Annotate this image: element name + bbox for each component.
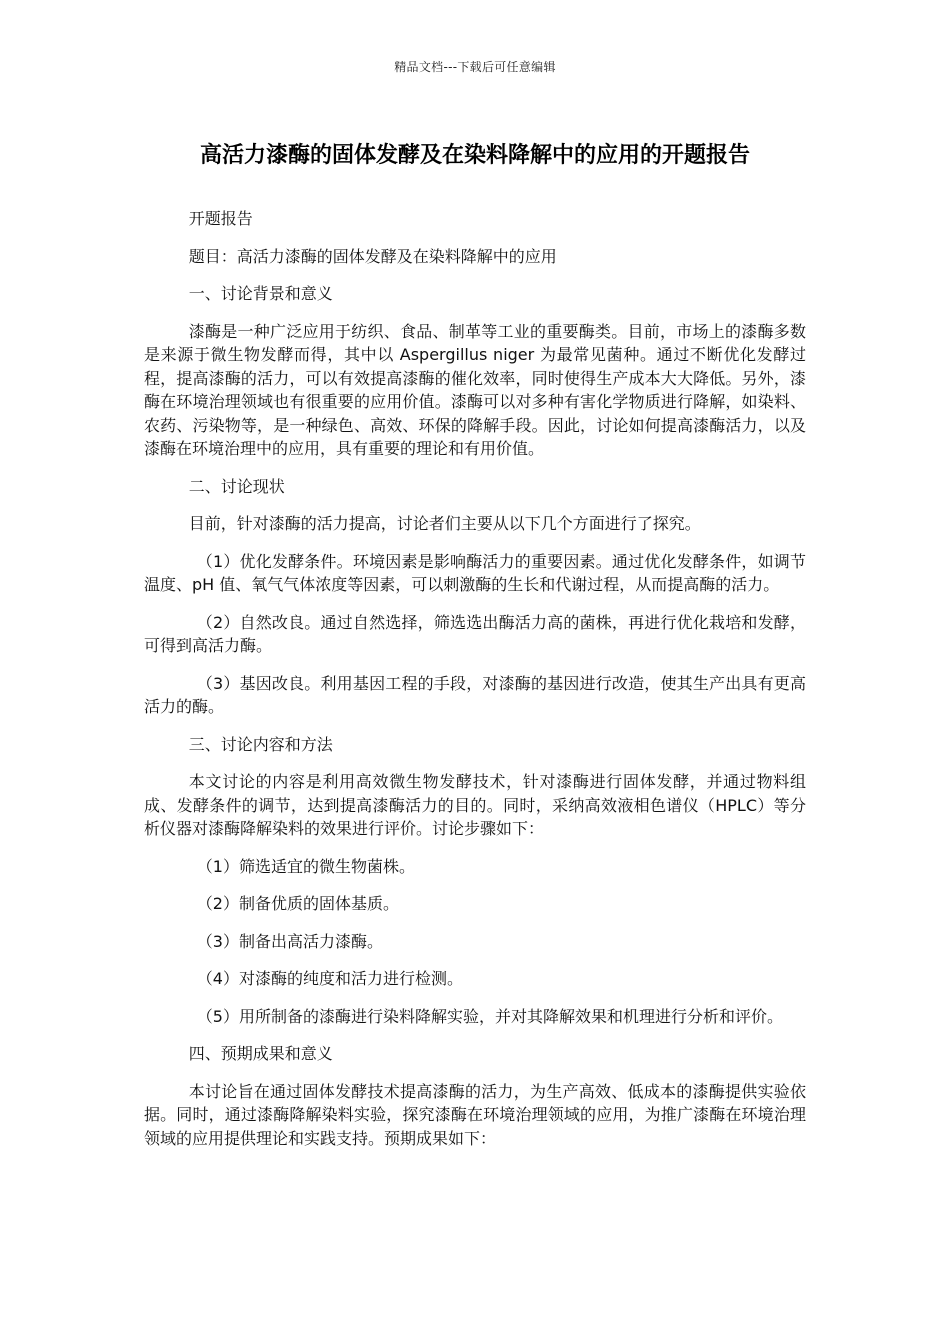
document-title: 高活力漆酶的固体发酵及在染料降解中的应用的开题报告 [199, 143, 750, 168]
list-item-status-2: （2）自然改良。通过自然选择，筛选选出酶活力高的菌株，再进行优化栽培和发酵，可得到高活力酶。 [144, 612, 806, 655]
paragraph-status-intro: 目前，针对漆酶的活力提高，讨论者们主要从以下几个方面进行了探究。 [188, 514, 701, 533]
list-item-step-4: （4）对漆酶的纯度和活力进行检测。 [196, 969, 463, 988]
section-heading-1: 一、讨论背景和意义 [188, 284, 333, 303]
section-heading-4: 四、预期成果和意义 [188, 1044, 333, 1063]
paragraph-methods: 本文讨论的内容是利用高效微生物发酵技术，针对漆酶进行固体发酵，并通过物料组成、发酵条件的调节，达到提高漆酶活力的目的。同时，采纳高效液相色谱仪（HPLC）等分析仪器对漆酶降解染料的效果进行评价。讨论步骤如下： [144, 772, 806, 838]
list-item-step-2: （2）制备优质的固体基质。 [196, 894, 399, 913]
label-report: 开题报告 [188, 209, 253, 228]
section-heading-3: 三、讨论内容和方法 [188, 734, 333, 754]
section-heading-2: 二、讨论现状 [188, 476, 285, 496]
list-item-status-3: （3）基因改良。利用基因工程的手段，对漆酶的基因进行改造，使其生产出具有更高活力的酶。 [144, 673, 806, 716]
page-header: 精品文档---下载后可任意编辑 [394, 60, 556, 74]
paragraph-background: 漆酶是一种广泛应用于纺织、食品、制革等工业的重要酶类。目前，市场上的漆酶多数是来源于微生物发酵而得，其中以 Aspergillus niger 为最常见菌种。通过不断优化发酵过程，提高漆酶的活力，可以有效提高漆酶的催化效率，同时使得生产成本大大降低。另外，漆酶在环境治理领域也有很重要的应用价值。漆酶可以对多种有害化学物质进行降解，如染料、农药、污染物等，是一种绿色、高效、环保的降解手段。因此，讨论如何提高漆酶活力，以及漆酶在环境治理中的应用，具有重要的理论和有用价值。 [144, 321, 806, 458]
paragraph-expected: 本讨论旨在通过固体发酵技术提高漆酶的活力，为生产高效、低成本的漆酶提供实验依据。同时，通过漆酶降解染料实验，探究漆酶在环境治理领域的应用，为推广漆酶在环境治理领域的应用提供理论和实践支持。预期成果如下： [144, 1081, 806, 1148]
list-item-status-1: （1）优化发酵条件。环境因素是影响酶活力的重要因素。通过优化发酵条件，如调节温度、pH 值、氧气气体浓度等因素，可以刺激酶的生长和代谢过程，从而提高酶的活力。 [144, 551, 806, 594]
list-item-step-5: （5）用所制备的漆酶进行染料降解实验，并对其降解效果和机理进行分析和评价。 [196, 1006, 783, 1026]
list-item-step-3: （3）制备出高活力漆酶。 [196, 931, 383, 951]
topic-line: 题目：高活力漆酶的固体发酵及在染料降解中的应用 [188, 246, 557, 266]
document-body [144, 207, 806, 1164]
list-item-step-1: （1）筛选适宜的微生物菌株。 [196, 856, 415, 876]
